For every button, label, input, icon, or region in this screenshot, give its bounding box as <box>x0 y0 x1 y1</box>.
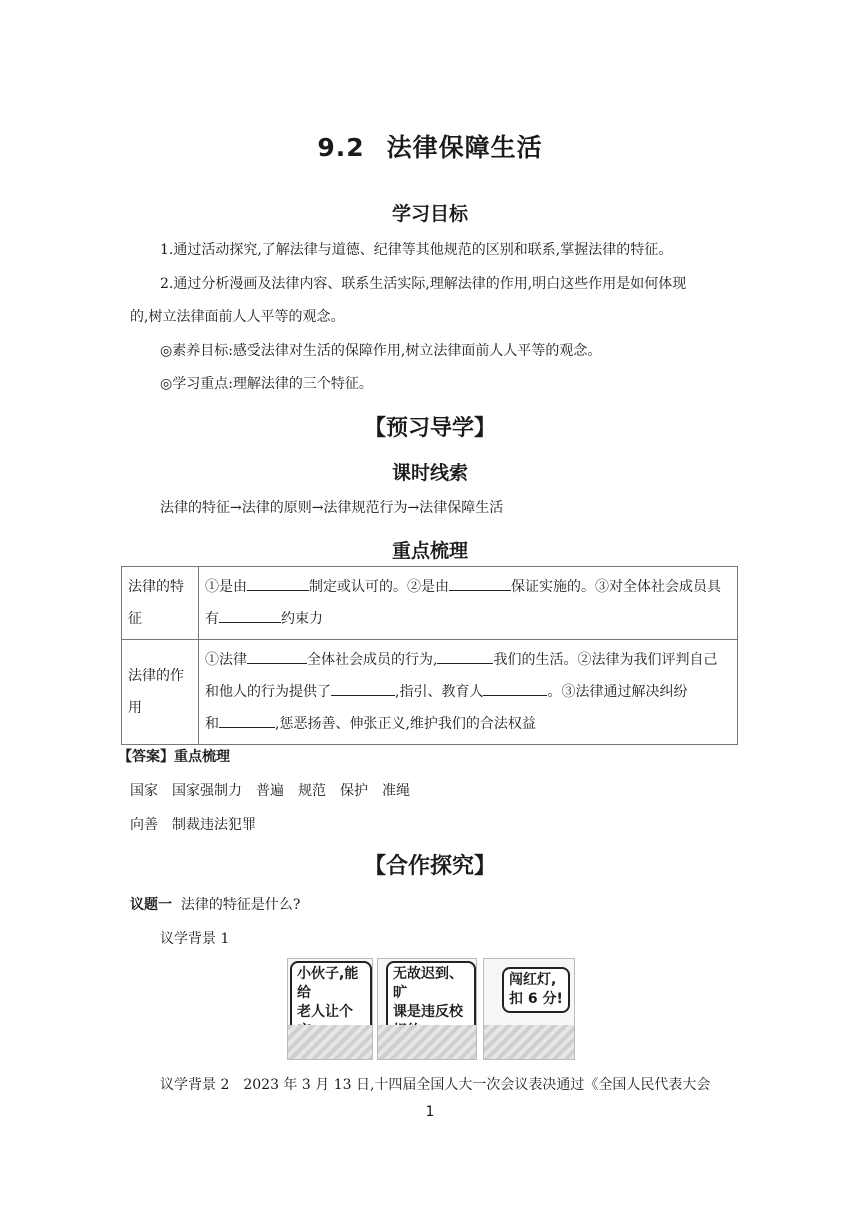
row-header-functions: 法律的作 用 <box>122 640 199 745</box>
objectives-heading: 学习目标 <box>391 203 468 225</box>
topic-label: 议题一 <box>130 897 172 913</box>
clue-text: 法律的特征→法律的原则→法律规范行为→法律保障生活 <box>160 500 504 516</box>
comic-panel-seat <box>287 958 373 1060</box>
page-number: 1 <box>425 1104 435 1120</box>
comic-panel-traffic <box>483 958 575 1060</box>
key-heading: 重点梳理 <box>391 540 468 562</box>
table-row <box>122 567 738 640</box>
answer-label: 【答案】重点梳理 <box>118 749 230 765</box>
table-row <box>122 640 738 745</box>
blank-field <box>483 681 547 696</box>
explore-heading: 【合作探究】 <box>363 854 496 879</box>
blank-field <box>331 681 395 696</box>
comic-panel-school <box>377 958 477 1060</box>
blank-field <box>219 608 281 623</box>
preview-heading: 【预习导学】 <box>363 416 496 441</box>
topic-text: 法律的特征是什么? <box>180 897 301 913</box>
comic-traffic-illustration <box>484 1025 574 1059</box>
page-title <box>0 128 860 164</box>
objective-1: 1.通过活动探究,了解法律与道德、纪律等其他规范的区别和联系,掌握法律的特征。 <box>160 242 673 258</box>
functions-cell: ①法律 全体社会成员的行为, 我们的生活。②法律为我们评判自己 和他人的行为提供了 ,指引、教育人 。③法律通过解决纠纷 和 ,惩恶扬善、伸张正义,维护我们的合法权益 <box>199 640 738 745</box>
blank-field <box>219 713 275 728</box>
learning-focus: ◎学习重点:理解法律的三个特征。 <box>160 376 373 392</box>
blank-field <box>449 576 511 591</box>
answer-line-1: 国家 国家强制力 普遍 规范 保护 准绳 <box>130 783 410 799</box>
comic-figures-illustration <box>378 1025 476 1059</box>
background-1-label: 议学背景 1 <box>160 931 230 947</box>
speech-bubble: 无故迟到、旷 课是违反校 <box>386 961 476 1045</box>
topic-1 <box>130 895 300 915</box>
objective-2-line2: 的,树立法律面前人人平等的观念。 <box>130 309 345 325</box>
literacy-goal: ◎素养目标:感受法律对生活的保障作用,树立法律面前人人平等的观念。 <box>160 343 602 359</box>
speech-bubble: 小伙子,能给 老人让个 <box>290 961 372 1060</box>
objective-2-line1: 2.通过分析漫画及法律内容、联系生活实际,理解法律的作用,明白这些作用是如何体现 <box>160 276 687 292</box>
section-title: 法律保障生活 <box>386 133 543 162</box>
section-number: 9.2 <box>317 133 365 162</box>
blank-field <box>247 576 309 591</box>
answer-line-2: 向善 制裁违法犯罪 <box>130 817 256 833</box>
speech-bubble: 闯红灯, 扣 6 分! <box>502 967 570 1013</box>
blank-field <box>437 649 493 664</box>
comic-figures-illustration <box>288 1025 372 1059</box>
row-header-features: 法律的特 征 <box>122 567 199 640</box>
clue-heading: 课时线索 <box>391 462 468 484</box>
blank-field <box>247 649 307 664</box>
key-points-table <box>121 566 738 745</box>
features-cell: ①是由 制定或认可的。②是由 保证实施的。③对全体社会成员具 有 约束力 <box>199 567 738 640</box>
background-2: 议学背景 2 2023 年 3 月 13 日,十四届全国人大一次会议表决通过《全国人民代表大会 <box>160 1077 711 1093</box>
